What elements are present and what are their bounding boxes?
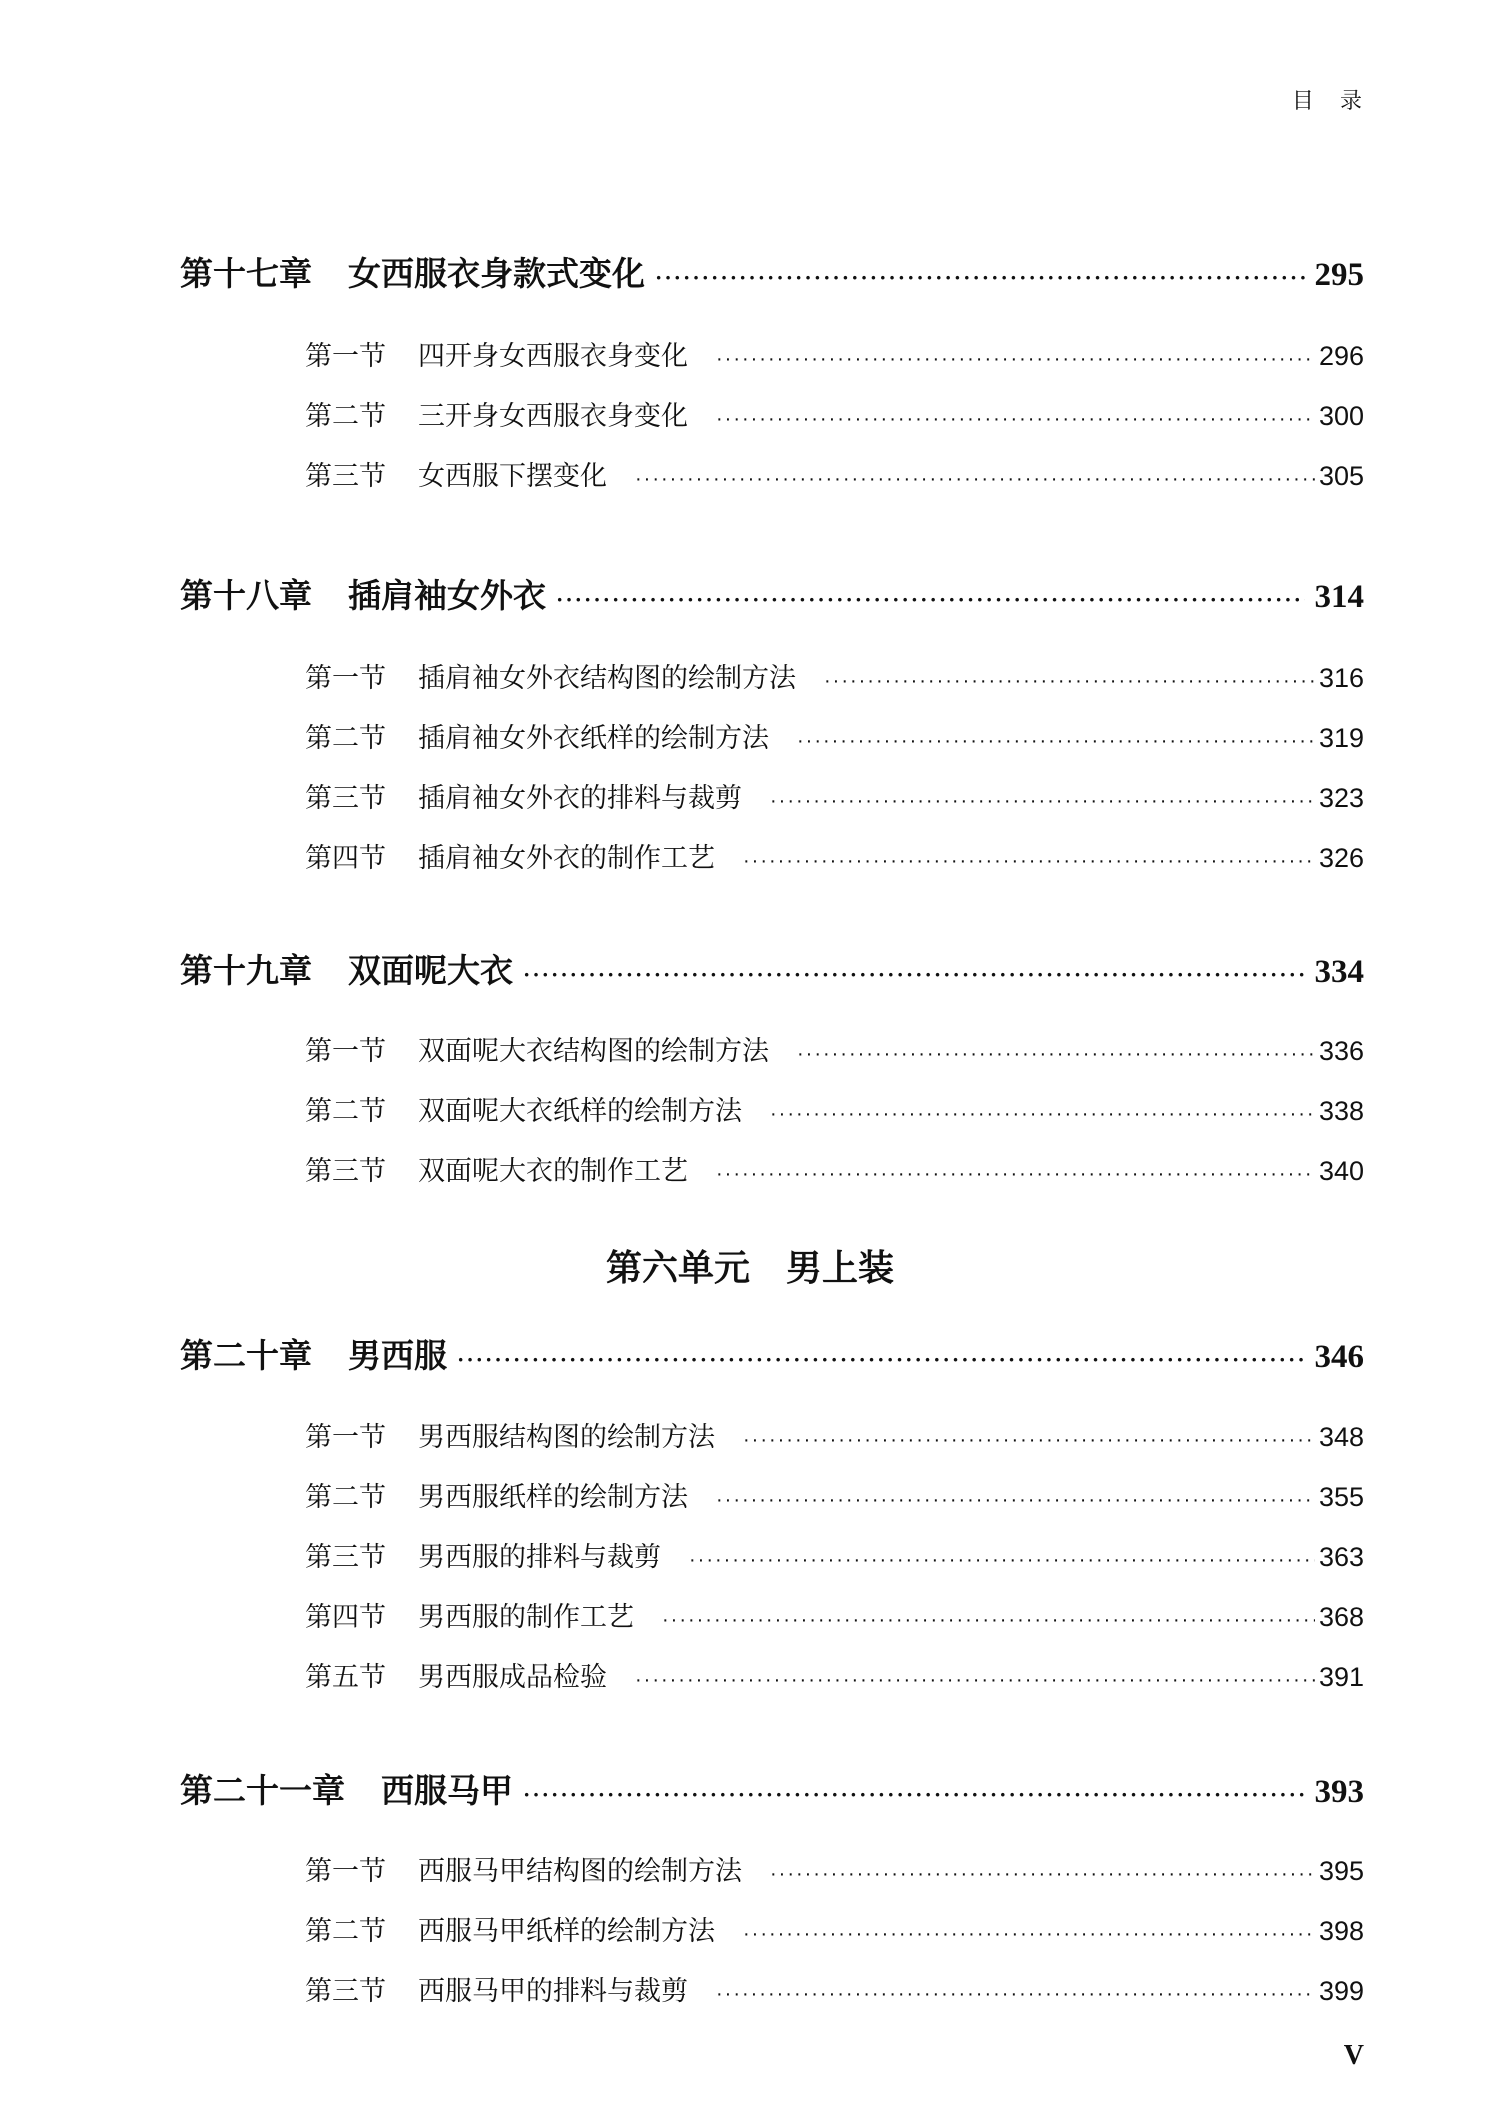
toc-chapter-entry[interactable] bbox=[180, 248, 1364, 295]
toc-section-entry[interactable] bbox=[305, 776, 1364, 815]
toc-section-entry[interactable] bbox=[305, 836, 1364, 875]
dot-leader bbox=[635, 1669, 1315, 1692]
section-page-number: 348 bbox=[1318, 1422, 1364, 1452]
section-page-number: 395 bbox=[1318, 1856, 1364, 1886]
section-title: 插肩袖女外衣的排料与裁剪 bbox=[418, 783, 742, 813]
dot-leader bbox=[716, 1983, 1315, 2006]
toc-section-entry[interactable] bbox=[305, 1969, 1364, 2008]
section-number: 第二节 bbox=[305, 401, 386, 431]
section-title: 男西服纸样的绘制方法 bbox=[418, 1482, 688, 1512]
section-number: 第一节 bbox=[305, 663, 386, 693]
dot-leader bbox=[655, 265, 1305, 291]
section-title: 三开身女西服衣身变化 bbox=[418, 401, 688, 431]
chapter-title: 西服马甲 bbox=[381, 1774, 513, 1810]
section-title: 双面呢大衣纸样的绘制方法 bbox=[418, 1096, 742, 1126]
chapter-title: 插肩袖女外衣 bbox=[348, 579, 546, 615]
unit-title: 男上装 bbox=[786, 1248, 895, 1288]
toc-section-entry[interactable] bbox=[305, 1089, 1364, 1128]
section-number: 第五节 bbox=[305, 1662, 386, 1692]
section-page-number: 391 bbox=[1318, 1662, 1364, 1692]
chapter-number: 第十七章 bbox=[180, 257, 312, 293]
folio-page-number: V bbox=[1343, 2040, 1364, 2071]
toc-section-entry[interactable] bbox=[305, 1475, 1364, 1514]
toc-section-entry[interactable] bbox=[305, 334, 1364, 373]
toc-chapter-entry[interactable] bbox=[180, 1330, 1364, 1377]
section-page-number: 336 bbox=[1318, 1036, 1364, 1066]
section-title: 男西服的排料与裁剪 bbox=[418, 1542, 661, 1572]
section-page-number: 368 bbox=[1318, 1602, 1364, 1632]
dot-leader bbox=[770, 790, 1315, 813]
section-title: 男西服结构图的绘制方法 bbox=[418, 1422, 715, 1452]
dot-leader bbox=[770, 1103, 1315, 1126]
section-page-number: 398 bbox=[1318, 1916, 1364, 1946]
section-title: 四开身女西服衣身变化 bbox=[418, 341, 688, 371]
section-page-number: 300 bbox=[1318, 401, 1364, 431]
dot-leader bbox=[743, 1429, 1315, 1452]
toc-section-entry[interactable] bbox=[305, 1149, 1364, 1188]
chapter-page-number: 393 bbox=[1314, 1774, 1364, 1810]
section-page-number: 363 bbox=[1318, 1542, 1364, 1572]
chapter-title: 双面呢大衣 bbox=[348, 954, 513, 990]
section-page-number: 326 bbox=[1318, 843, 1364, 873]
unit-number: 第六单元 bbox=[605, 1248, 750, 1288]
chapter-number: 第十八章 bbox=[180, 579, 312, 615]
section-page-number: 316 bbox=[1318, 663, 1364, 693]
dot-leader bbox=[824, 670, 1315, 693]
toc-section-entry[interactable] bbox=[305, 1029, 1364, 1068]
section-title: 男西服的制作工艺 bbox=[418, 1602, 634, 1632]
toc-section-entry[interactable] bbox=[305, 394, 1364, 433]
section-number: 第二节 bbox=[305, 723, 386, 753]
section-number: 第二节 bbox=[305, 1482, 386, 1512]
section-number: 第一节 bbox=[305, 1036, 386, 1066]
section-title: 插肩袖女外衣的制作工艺 bbox=[418, 843, 715, 873]
section-title: 双面呢大衣结构图的绘制方法 bbox=[418, 1036, 769, 1066]
toc-section-entry[interactable] bbox=[305, 1595, 1364, 1634]
toc-chapter-entry[interactable] bbox=[180, 570, 1364, 617]
section-title: 西服马甲纸样的绘制方法 bbox=[418, 1916, 715, 1946]
toc-section-entry[interactable] bbox=[305, 716, 1364, 755]
section-number: 第二节 bbox=[305, 1916, 386, 1946]
section-page-number: 399 bbox=[1318, 1976, 1364, 2006]
dot-leader bbox=[662, 1609, 1315, 1632]
chapter-number: 第二十章 bbox=[180, 1339, 312, 1375]
section-page-number: 296 bbox=[1318, 341, 1364, 371]
toc-section-entry[interactable] bbox=[305, 656, 1364, 695]
chapter-page-number: 334 bbox=[1314, 954, 1364, 990]
section-page-number: 305 bbox=[1318, 461, 1364, 491]
section-number: 第三节 bbox=[305, 1976, 386, 2006]
dot-leader bbox=[716, 1489, 1315, 1512]
section-title: 西服马甲结构图的绘制方法 bbox=[418, 1856, 742, 1886]
section-number: 第四节 bbox=[305, 843, 386, 873]
section-title: 插肩袖女外衣结构图的绘制方法 bbox=[418, 663, 796, 693]
section-page-number: 338 bbox=[1318, 1096, 1364, 1126]
section-number: 第三节 bbox=[305, 1156, 386, 1186]
dot-leader bbox=[716, 1163, 1315, 1186]
section-number: 第三节 bbox=[305, 461, 386, 491]
toc-section-entry[interactable] bbox=[305, 1849, 1364, 1888]
dot-leader bbox=[523, 1782, 1305, 1808]
section-page-number: 323 bbox=[1318, 783, 1364, 813]
chapter-page-number: 314 bbox=[1314, 579, 1364, 615]
section-number: 第一节 bbox=[305, 341, 386, 371]
chapter-title: 男西服 bbox=[348, 1339, 447, 1375]
section-page-number: 340 bbox=[1318, 1156, 1364, 1186]
section-title: 插肩袖女外衣纸样的绘制方法 bbox=[418, 723, 769, 753]
section-number: 第二节 bbox=[305, 1096, 386, 1126]
section-page-number: 319 bbox=[1318, 723, 1364, 753]
section-title: 西服马甲的排料与裁剪 bbox=[418, 1976, 688, 2006]
section-page-number: 355 bbox=[1318, 1482, 1364, 1512]
section-number: 第三节 bbox=[305, 1542, 386, 1572]
section-number: 第三节 bbox=[305, 783, 386, 813]
toc-section-entry[interactable] bbox=[305, 1535, 1364, 1574]
chapter-number: 第二十一章 bbox=[180, 1774, 345, 1810]
dot-leader bbox=[797, 730, 1315, 753]
chapter-number: 第十九章 bbox=[180, 954, 312, 990]
unit-heading bbox=[0, 1240, 1500, 1291]
chapter-page-number: 295 bbox=[1314, 257, 1364, 293]
dot-leader bbox=[635, 468, 1315, 491]
toc-section-entry[interactable] bbox=[305, 1655, 1364, 1694]
toc-section-entry[interactable] bbox=[305, 1415, 1364, 1454]
section-title: 男西服成品检验 bbox=[418, 1662, 607, 1692]
dot-leader bbox=[716, 408, 1315, 431]
dot-leader bbox=[523, 962, 1305, 988]
toc-chapter-entry[interactable] bbox=[180, 1765, 1364, 1812]
section-number: 第一节 bbox=[305, 1856, 386, 1886]
dot-leader bbox=[770, 1863, 1315, 1886]
toc-section-entry[interactable] bbox=[305, 454, 1364, 493]
dot-leader bbox=[797, 1043, 1315, 1066]
section-number: 第一节 bbox=[305, 1422, 386, 1452]
dot-leader bbox=[743, 850, 1315, 873]
dot-leader bbox=[556, 587, 1305, 613]
section-title: 双面呢大衣的制作工艺 bbox=[418, 1156, 688, 1186]
chapter-page-number: 346 bbox=[1314, 1339, 1364, 1375]
section-number: 第四节 bbox=[305, 1602, 386, 1632]
chapter-title: 女西服衣身款式变化 bbox=[348, 257, 645, 293]
dot-leader bbox=[689, 1549, 1315, 1572]
dot-leader bbox=[716, 348, 1315, 371]
dot-leader bbox=[457, 1347, 1305, 1373]
toc-section-entry[interactable] bbox=[305, 1909, 1364, 1948]
toc-chapter-entry[interactable] bbox=[180, 945, 1364, 992]
section-title: 女西服下摆变化 bbox=[418, 461, 607, 491]
running-head: 目 录 bbox=[1291, 88, 1372, 113]
dot-leader bbox=[743, 1923, 1315, 1946]
